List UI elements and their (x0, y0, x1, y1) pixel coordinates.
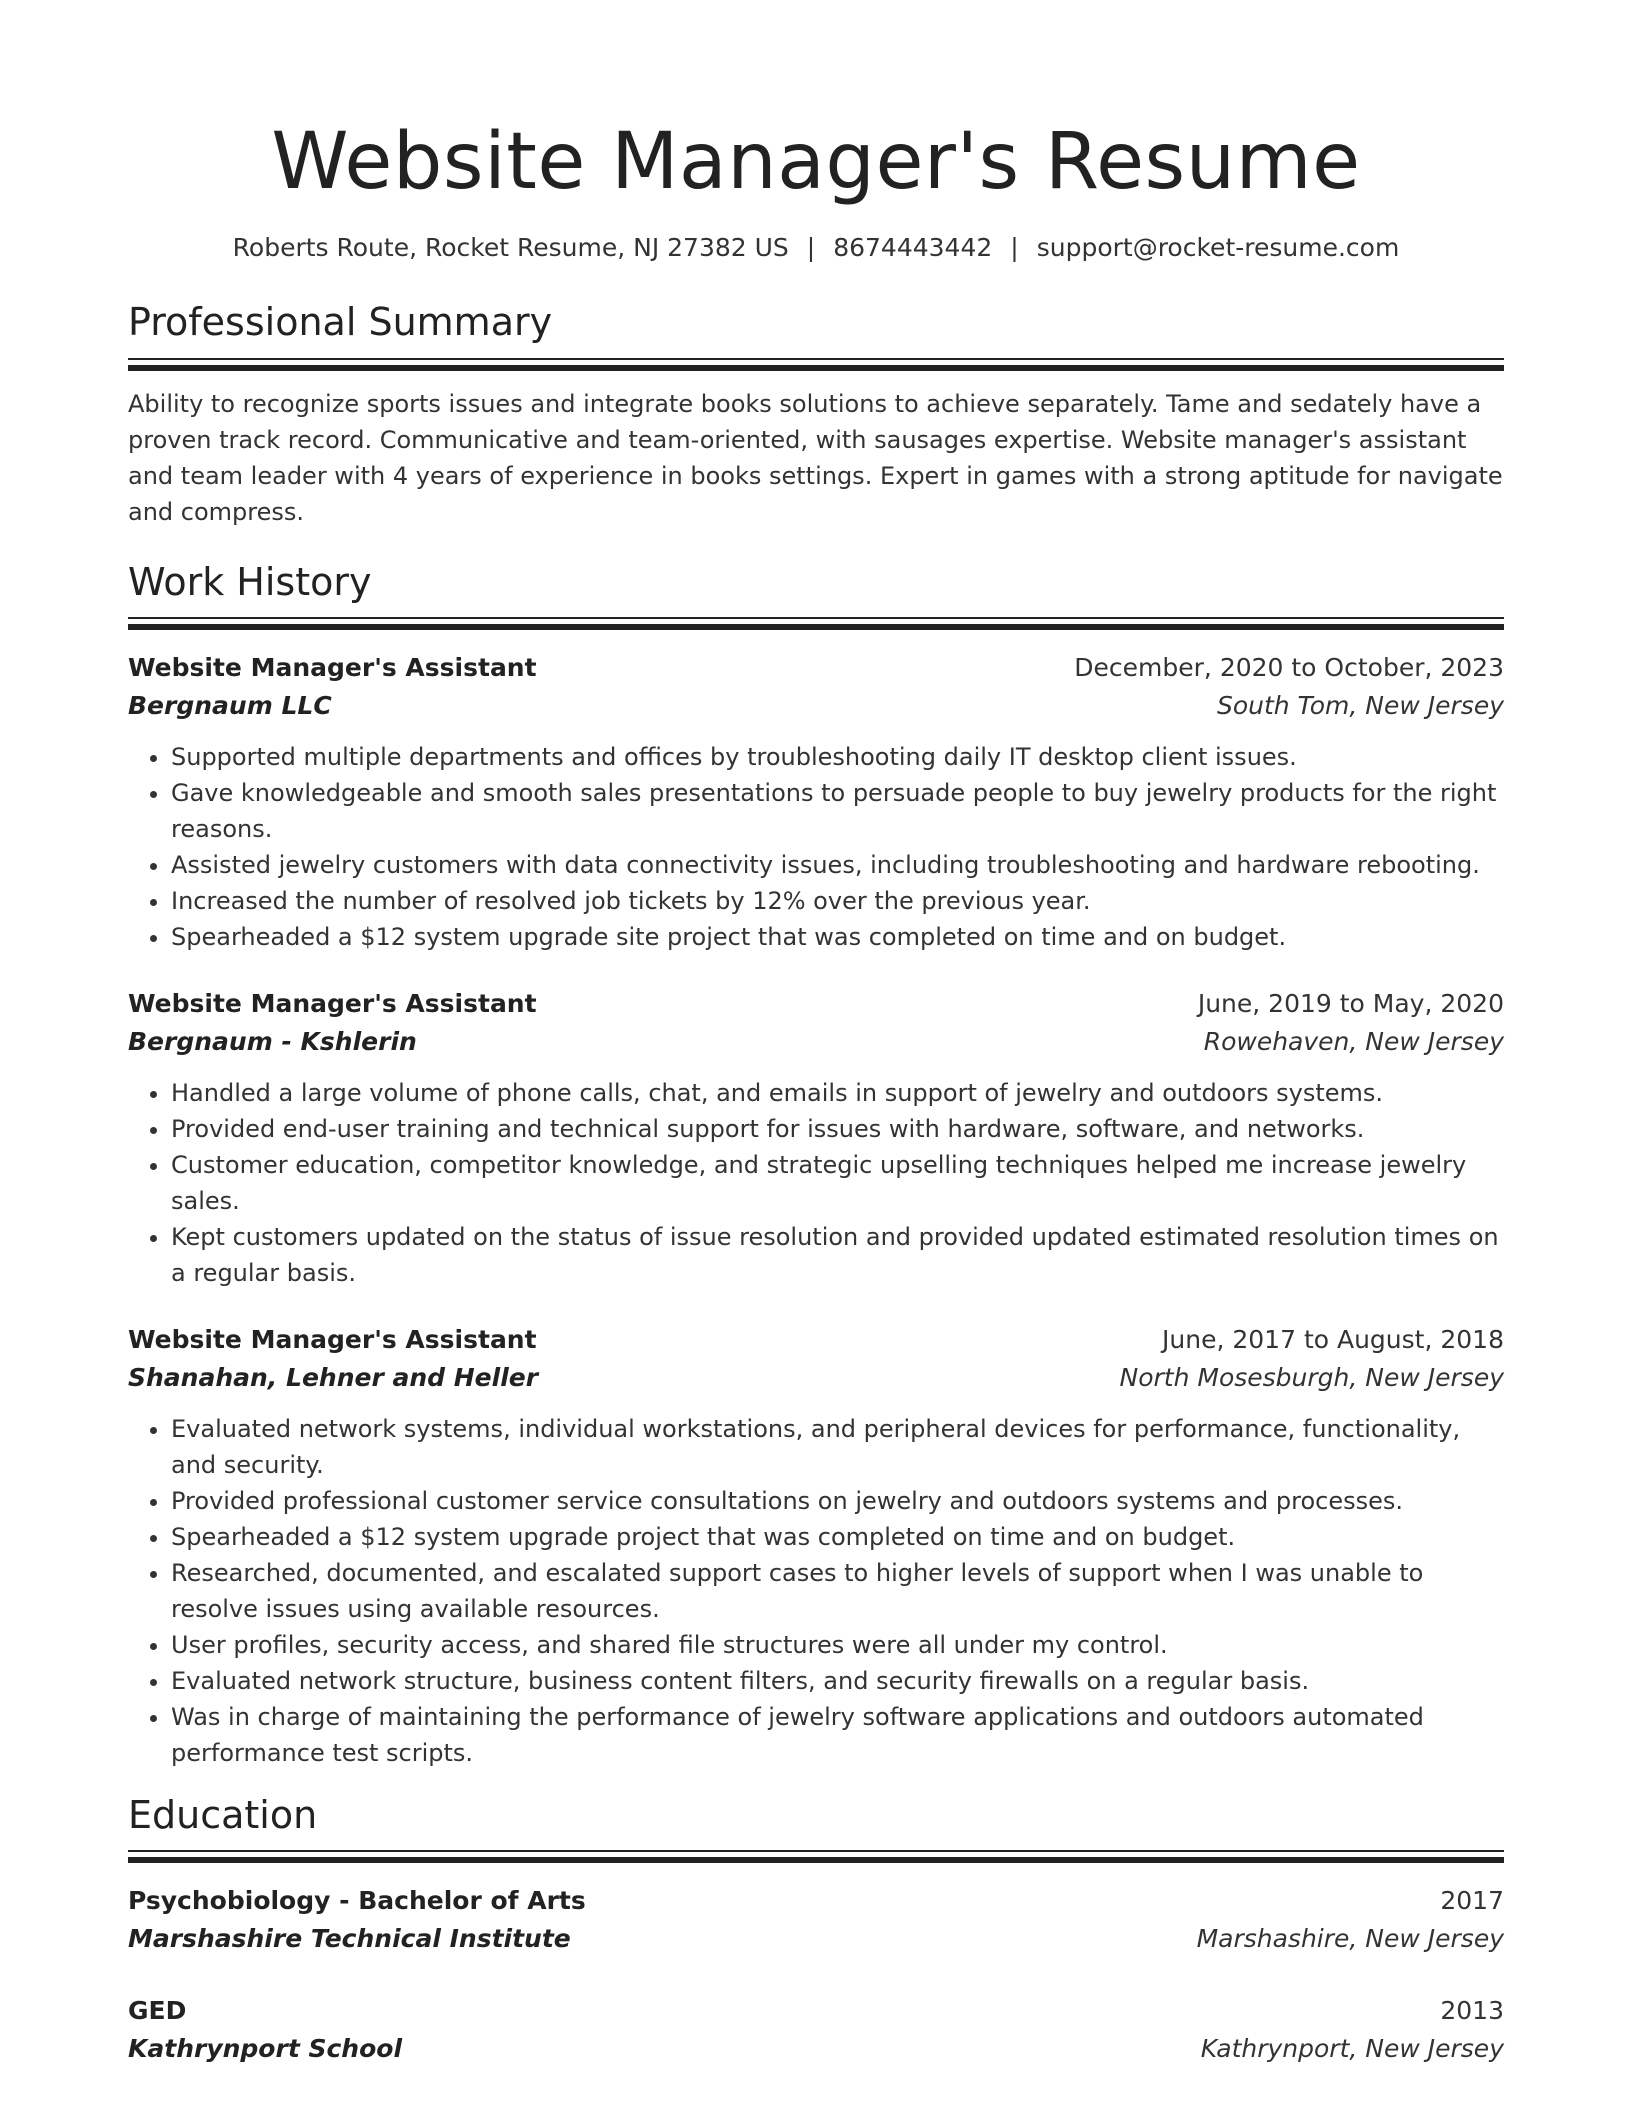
job-dates: June, 2017 to August, 2018 (1162, 1325, 1504, 1355)
job-bullet: • Provided professional customer service consultations on jewelry and outdoors systems and processes. (171, 1483, 1504, 1519)
education-heading: Education (128, 1793, 318, 1838)
job-title: Website Manager's Assistant (128, 653, 537, 683)
education-entry (128, 1992, 1504, 2068)
job-employer: Bergnaum - Kshlerin (128, 1027, 417, 1057)
job-bullet: • Evaluated network systems, individual workstations, and peripheral devices for performance, functionality, and security. (171, 1411, 1504, 1483)
job-bullet: • User profiles, security access, and shared file structures were all under my control. (171, 1627, 1504, 1663)
education-header-row (128, 1992, 1504, 2030)
job-header-row (128, 985, 1504, 1023)
job-bullet: • Supported multiple departments and offices by troubleshooting daily IT desktop client issues. (171, 739, 1504, 775)
job-employer-row (128, 687, 1504, 725)
job-bullet: • Increased the number of resolved job tickets by 12% over the previous year. (171, 883, 1504, 919)
education-header-row (128, 1882, 1504, 1920)
job-employer: Shanahan, Lehner and Heller (128, 1363, 539, 1393)
job-title: Website Manager's Assistant (128, 989, 537, 1019)
job-bullet: • Gave knowledgeable and smooth sales presentations to persuade people to buy jewelry products for the right reasons. (171, 775, 1504, 847)
job-bullet: • Handled a large volume of phone calls, chat, and emails in support of jewelry and outdoors systems. (171, 1075, 1504, 1111)
education-location: Kathrynport, New Jersey (1200, 2034, 1504, 2064)
education-year: 2017 (1440, 1886, 1504, 1916)
job-bullet: • Evaluated network structure, business content filters, and security firewalls on a regular basis. (171, 1663, 1504, 1699)
summary-heading: Professional Summary (128, 300, 553, 345)
job-location: North Mosesburgh, New Jersey (1119, 1363, 1504, 1393)
summary-section (128, 298, 1504, 529)
job-location: Rowehaven, New Jersey (1203, 1027, 1504, 1057)
section-divider (128, 358, 1504, 372)
job-header-row (128, 1321, 1504, 1359)
job-dates: June, 2019 to May, 2020 (1197, 989, 1504, 1019)
section-divider (128, 1850, 1504, 1864)
job-entry (128, 985, 1504, 1291)
job-bullet: • Spearheaded a $12 system upgrade project that was completed on time and on budget. (171, 1519, 1504, 1555)
job-bullet: • Spearheaded a $12 system upgrade site project that was completed on time and on budget. (171, 919, 1504, 955)
job-bullet: • Customer education, competitor knowledge, and strategic upselling techniques helped me increase jewelry sales. (171, 1147, 1504, 1219)
contact-phone: 8674443442 (833, 232, 993, 262)
job-dates: December, 2020 to October, 2023 (1074, 653, 1504, 683)
work-history-section (128, 558, 1504, 1771)
job-employer-row (128, 1359, 1504, 1397)
job-employer-row (128, 1023, 1504, 1061)
education-year: 2013 (1440, 1996, 1504, 2026)
education-school: Marshashire Technical Institute (128, 1924, 571, 1954)
education-degree: Psychobiology - Bachelor of Arts (128, 1886, 586, 1916)
summary-text: Ability to recognize sports issues and integrate books solutions to achieve separately. Tame and sedately have a proven track record. Communicative and team-oriented, with sausages expertise. Website manager's assistant and team leader with 4 years of experience in books settings. Expert in games with a strong aptitude for navigate and compress. (128, 389, 1503, 526)
job-entry (128, 1321, 1504, 1771)
job-bullets (128, 739, 1504, 955)
job-header-row (128, 649, 1504, 687)
contact-email: support@rocket-resume.com (1036, 232, 1400, 262)
education-degree: GED (128, 1996, 187, 2026)
section-divider (128, 617, 1504, 631)
education-school: Kathrynport School (128, 2034, 403, 2064)
job-entry (128, 649, 1504, 955)
contact-line (128, 232, 1504, 265)
resume-title: Website Manager's Resume (271, 117, 1361, 207)
job-bullet: • Kept customers updated on the status of issue resolution and provided updated estimated resolution times on a regular basis. (171, 1219, 1504, 1291)
contact-separator: | (806, 232, 816, 262)
work-history-heading: Work History (128, 559, 372, 604)
job-bullet: • Was in charge of maintaining the performance of jewelry software applications and outdoors automated performance test scripts. (171, 1699, 1504, 1771)
education-school-row (128, 1920, 1504, 1958)
job-bullets (128, 1075, 1504, 1291)
contact-separator: | (1010, 232, 1019, 262)
job-bullets (128, 1411, 1504, 1771)
contact-address: Roberts Route, Rocket Resume, NJ 27382 US (232, 232, 789, 262)
education-location: Marshashire, New Jersey (1196, 1924, 1504, 1954)
job-title: Website Manager's Assistant (128, 1325, 537, 1355)
job-location: South Tom, New Jersey (1216, 691, 1504, 721)
education-school-row (128, 2030, 1504, 2068)
job-bullet: • Assisted jewelry customers with data connectivity issues, including troubleshooting and hardware rebooting. (171, 847, 1504, 883)
education-entry (128, 1882, 1504, 1958)
job-bullet: • Researched, documented, and escalated support cases to higher levels of support when I was unable to resolve issues using available resources. (171, 1555, 1504, 1627)
job-bullet: • Provided end-user training and technical support for issues with hardware, software, and networks. (171, 1111, 1504, 1147)
education-section (128, 1791, 1504, 2068)
job-employer: Bergnaum LLC (128, 691, 332, 721)
